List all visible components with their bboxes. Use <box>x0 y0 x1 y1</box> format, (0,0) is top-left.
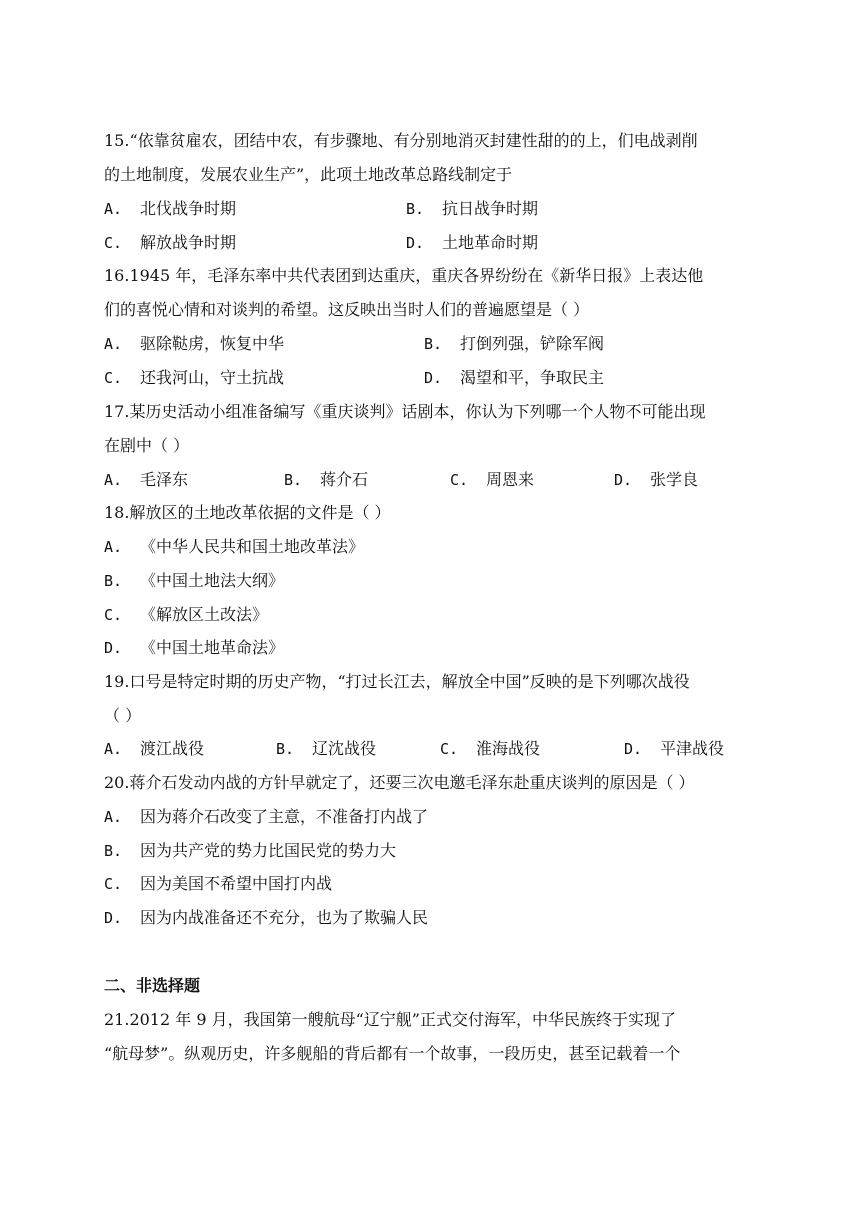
q19-option-b: B. 辽沈战役 <box>276 739 377 758</box>
q20-option-a: A. 因为蒋介石改变了主意，不准备打内战了 <box>104 807 429 826</box>
q16-stem-line1: 16.1945 年，毛泽东率中共代表团到达重庆，重庆各界纷纷在《新华日报》上表达他 <box>104 266 704 285</box>
q20-option-c: C. 因为美国不希望中国打内战 <box>104 874 333 893</box>
q21-stem-line2: “航母梦”。纵观历史，许多舰船的背后都有一个故事，一段历史，甚至记载着一个 <box>104 1044 681 1063</box>
q15-stem-line2: 的土地制度，发展农业生产”，此项土地改革总路线制定于 <box>104 165 513 184</box>
q16-option-d: D. 渴望和平，争取民主 <box>424 368 605 387</box>
q15-stem-line1: 15.“依靠贫雇农，团结中农，有步骤地、有分别地消灭封建性甜的的上，们电战剥削 <box>104 131 698 150</box>
q15-option-c: C. 解放战争时期 <box>104 233 237 252</box>
q17-option-b: B. 蒋介石 <box>284 470 369 489</box>
q17-option-a: A. 毛泽东 <box>104 470 189 489</box>
q19-stem-line1: 19.口号是特定时期的历史产物，“打过长江去，解放全中国”反映的是下列哪次战役 <box>104 672 690 691</box>
q18-option-b: B. 《中国土地法大纲》 <box>104 571 285 590</box>
q16-option-b: B. 打倒列强，铲除军阀 <box>424 334 605 353</box>
q20-option-d: D. 因为内战准备还不充分，也为了欺骗人民 <box>104 908 429 927</box>
q17-option-d: D. 张学良 <box>614 470 699 489</box>
q18-option-d: D. 《中国土地革命法》 <box>104 638 285 657</box>
q19-option-a: A. 渡江战役 <box>104 739 205 758</box>
q16-stem-line2: 们的喜悦心情和对谈判的希望。这反映出当时人们的普遍愿望是（ ） <box>104 300 590 319</box>
q15-option-d: D. 土地革命时期 <box>406 233 539 252</box>
q16-option-c: C. 还我河山，守土抗战 <box>104 368 285 387</box>
q19-option-d: D. 平津战役 <box>624 739 725 758</box>
q15-option-a: A. 北伐战争时期 <box>104 199 237 218</box>
q15-option-b: B. 抗日战争时期 <box>406 199 539 218</box>
q21-stem-line1: 21.2012 年 9 月，我国第一艘航母“辽宁舰”正式交付海军，中华民族终于实现了 <box>104 1010 676 1029</box>
q17-option-c: C. 周恩来 <box>450 470 535 489</box>
q18-stem-line1: 18.解放区的土地改革依据的文件是（ ） <box>104 503 391 522</box>
q19-stem-line2: （ ） <box>104 706 142 725</box>
q20-option-b: B. 因为共产党的势力比国民党的势力大 <box>104 841 397 860</box>
q17-stem-line1: 17.某历史活动小组准备编写《重庆谈判》话剧本，你认为下列哪一个人物不可能出现 <box>104 402 706 421</box>
q19-option-c: C. 淮海战役 <box>440 739 541 758</box>
q18-option-a: A. 《中华人民共和国土地改革法》 <box>104 537 365 556</box>
q20-stem-line1: 20.蒋介石发动内战的方针早就定了，还要三次电邀毛泽东赴重庆谈判的原因是（ ） <box>104 773 695 792</box>
q16-option-a: A. 驱除鞑虏，恢复中华 <box>104 334 285 353</box>
q17-stem-line2: 在剧中（ ） <box>104 436 190 455</box>
section-heading-non-choice: 二、非选择题 <box>104 976 201 995</box>
q18-option-c: C. 《解放区土改法》 <box>104 605 269 624</box>
